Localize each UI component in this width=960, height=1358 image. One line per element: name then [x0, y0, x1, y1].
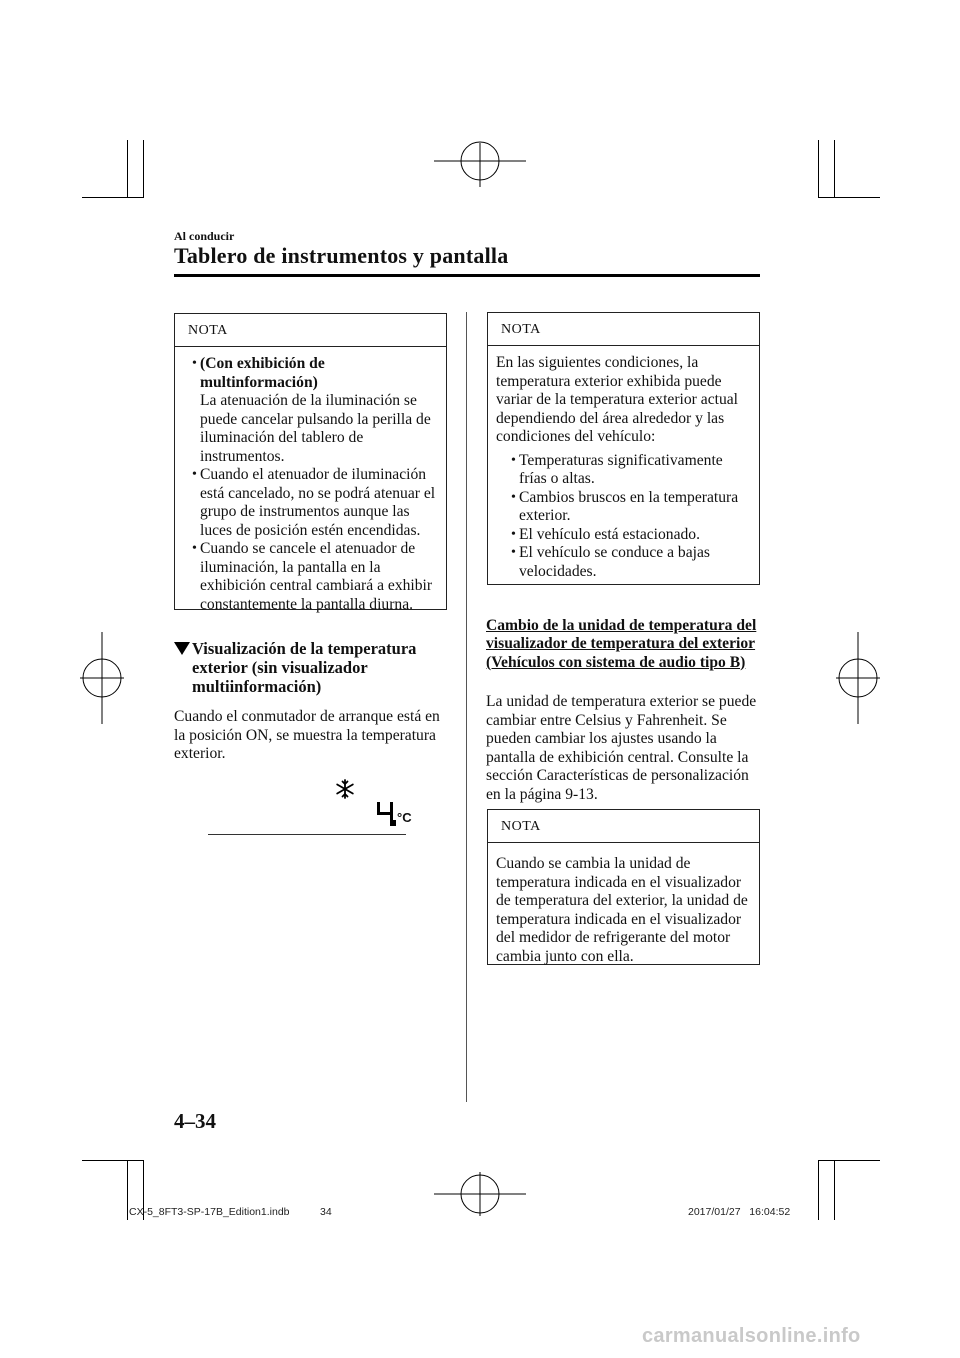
note-intro: En las siguientes condiciones, la temperatura exterior exhibida puede variar de la temperatura exterior actual dependiendo del área alrededor y las condiciones del vehículo:	[496, 354, 738, 445]
note-text: Cuando se cambia la unidad de temperatura indicada en el visualizador de temperatura del exterior, la unidad de temperatura indicada en el visualizador del medidor de refrigerante del motor cambia junto con ella.	[496, 855, 748, 965]
list-item-text: Cambios bruscos en la temperatura exterior.	[519, 488, 739, 524]
body-paragraph: La unidad de temperatura exterior se puede cambiar entre Celsius y Fahrenheit. Se pueden cambiar los ajustes usando la pantalla de exhibición central. Consulte la sección Características de personalización en la página 9-13.	[486, 693, 757, 803]
list-item	[189, 540, 436, 614]
note-label: NOTA	[488, 313, 759, 346]
list-item	[508, 544, 749, 581]
registration-mark-left	[72, 632, 132, 724]
bullet-icon: •	[511, 545, 516, 560]
list-item	[189, 466, 436, 540]
snowflake-icon	[335, 779, 355, 799]
registration-mark-right	[828, 632, 888, 724]
triangle-marker-icon	[174, 642, 190, 655]
note-box-conditions	[487, 312, 760, 585]
print-file-page: 34	[320, 1206, 332, 1218]
bullet-icon: •	[511, 452, 516, 468]
temperature-unit: °C	[397, 810, 412, 825]
list-item-title: (Con exhibición de multinformación)	[200, 355, 325, 391]
note-box-dimmer	[174, 313, 447, 613]
print-timestamp: 2017/01/27 16:04:52	[688, 1206, 791, 1218]
list-item-text: La atenuación de la iluminación se puede cancelar pulsando la perilla de iluminación del tablero de instrumentos.	[200, 392, 431, 465]
bullet-icon: •	[192, 467, 197, 482]
list-item	[189, 355, 436, 466]
sub-heading: Cambio de la unidad de temperatura del visualizador de temperatura del exterior (Vehículos con sistema de audio tipo B)	[486, 617, 757, 671]
list-item-text: Temperaturas significativamente frías o altas.	[519, 451, 723, 487]
bullet-icon: •	[192, 541, 197, 556]
segment-digit-four	[375, 801, 397, 827]
list-item	[508, 526, 749, 545]
bullet-icon: •	[192, 356, 197, 371]
watermark-logo: carmanualsonline.info	[642, 1325, 861, 1347]
list-item-text: El vehículo se conduce a bajas velocidades.	[519, 544, 710, 580]
list-item-text: El vehículo está estacionado.	[519, 525, 700, 543]
display-baseline	[208, 834, 406, 835]
section-label: Al conducir	[174, 229, 235, 243]
note-box-unit-change	[487, 809, 760, 965]
body-paragraph: Cuando el conmutador de arranque está en la posición ON, se muestra la temperatura exterior.	[174, 708, 440, 762]
list-item-text: Cuando el atenuador de iluminación está cancelado, no se podrá atenuar el grupo de instrumentos aunque las luces de posición estén encendidas.	[200, 466, 436, 539]
temperature-display-illustration	[208, 778, 418, 838]
registration-mark-bottom	[434, 1168, 526, 1228]
section-heading	[174, 639, 454, 696]
page-title: Tablero de instrumentos y pantalla	[174, 243, 509, 268]
print-file-name: CX-5_8FT3-SP-17B_Edition1.indb	[129, 1206, 290, 1218]
section-heading-text: Visualización de la temperatura exterior (sin visualizador multiinformación)	[192, 639, 417, 696]
list-item-text: Cuando se cancele el atenuador de iluminación, la pantalla en la exhibición central cambiará a exhibir constantemente la pantalla diurna.	[200, 540, 433, 613]
list-item	[508, 489, 749, 526]
page-number: 4–34	[174, 1109, 216, 1133]
bullet-icon: •	[511, 489, 516, 505]
bullet-icon: •	[511, 526, 516, 542]
column-divider	[466, 312, 467, 1102]
title-rule	[174, 274, 760, 277]
note-label: NOTA	[488, 810, 759, 843]
registration-mark-top	[434, 115, 526, 207]
list-item	[508, 452, 749, 489]
note-label: NOTA	[175, 314, 446, 347]
